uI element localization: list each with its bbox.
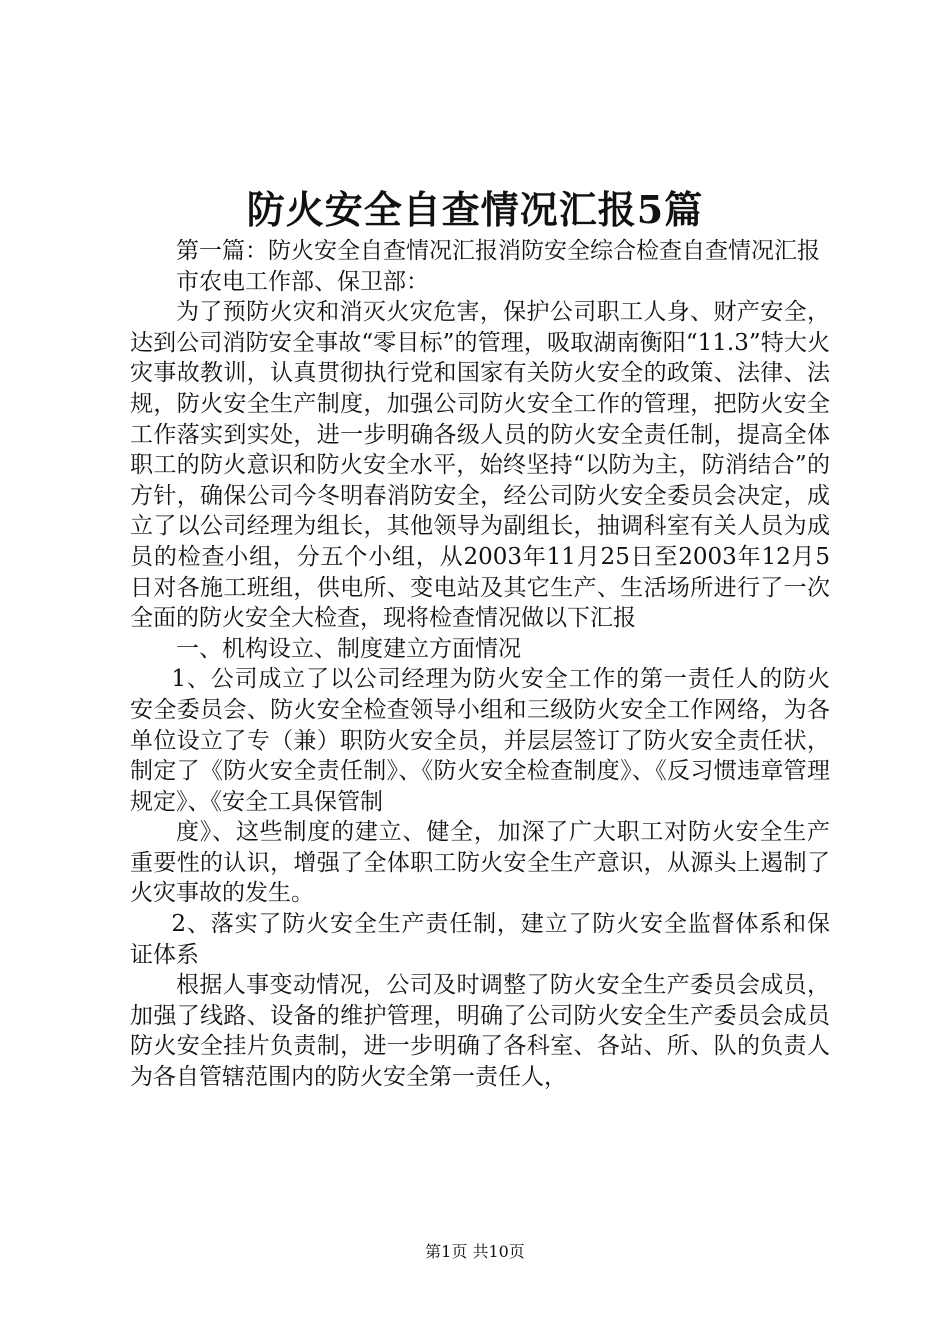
document-title: 防火安全自查情况汇报5篇 [246,187,704,232]
document-body [130,236,830,1093]
paragraph-item-one-continued: 度》、这些制度的建立、健全，加深了广大职工对防火安全生产重要性的认识，增强了全体职工防火安全生产意识，从源头上遏制了火灾事故的发生。 [130,819,830,907]
paragraph-heading-first: 第一篇：防火安全自查情况汇报消防安全综合检查自查情况汇报 [176,238,820,264]
page-number-footer: 第1页 共10页 [425,1242,525,1261]
paragraph-item-two-body: 根据人事变动情况，公司及时调整了防火安全生产委员会成员，加强了线路、设备的维护管理，明确了公司防火安全生产委员会成员防火安全挂片负责制，进一步明确了各科室、各站、所、队的负责人为各自管辖范围内的防火安全第一责任人， [130,972,830,1091]
paragraph-recipient: 市农电工作部、保卫部： [176,268,429,295]
paragraph-item-two: 2、落实了防火安全生产责任制，建立了防火安全监督体系和保证体系 [130,911,830,968]
paragraph-section-one: 一、机构设立、制度建立方面情况 [176,635,521,662]
paragraph-item-one: 1、公司成立了以公司经理为防火安全工作的第一责任人的防火安全委员会、防火安全检查领导小组和三级防火安全工作网络，为各单位设立了专（兼）职防火安全员，并层层签订了防火安全责任状，制定了《防火安全责任制》、《防火安全检查制度》、《反习惯违章管理规定》、《安全工具保管制 [130,666,830,815]
paragraph-intro: 为了预防火灾和消灭火灾危害，保护公司职工人身、财产安全，达到公司消防安全事故“零目标”的管理，吸取湖南衡阳“11.3”特大火灾事故教训，认真贯彻执行党和国家有关防火安全的政策、法律、法规，防火安全生产制度，加强公司防火安全工作的管理，把防火安全工作落实到实处，进一步明确各级人员的防火安全责任制，提高全体职工的防火意识和防火安全水平，始终坚持“以防为主，防消结合”的方针，确保公司今冬明春消防安全，经公司防火安全委员会决定，成立了以公司经理为组长，其他领导为副组长，抽调科室有关人员为成员的检查小组，分五个小组，从2003年11月25日至2003年12月5日对各施工班组，供电所、变电站及其它生产、生活场所进行了一次全面的防火安全大检查，现将检查情况做以下汇报 [130,299,830,632]
